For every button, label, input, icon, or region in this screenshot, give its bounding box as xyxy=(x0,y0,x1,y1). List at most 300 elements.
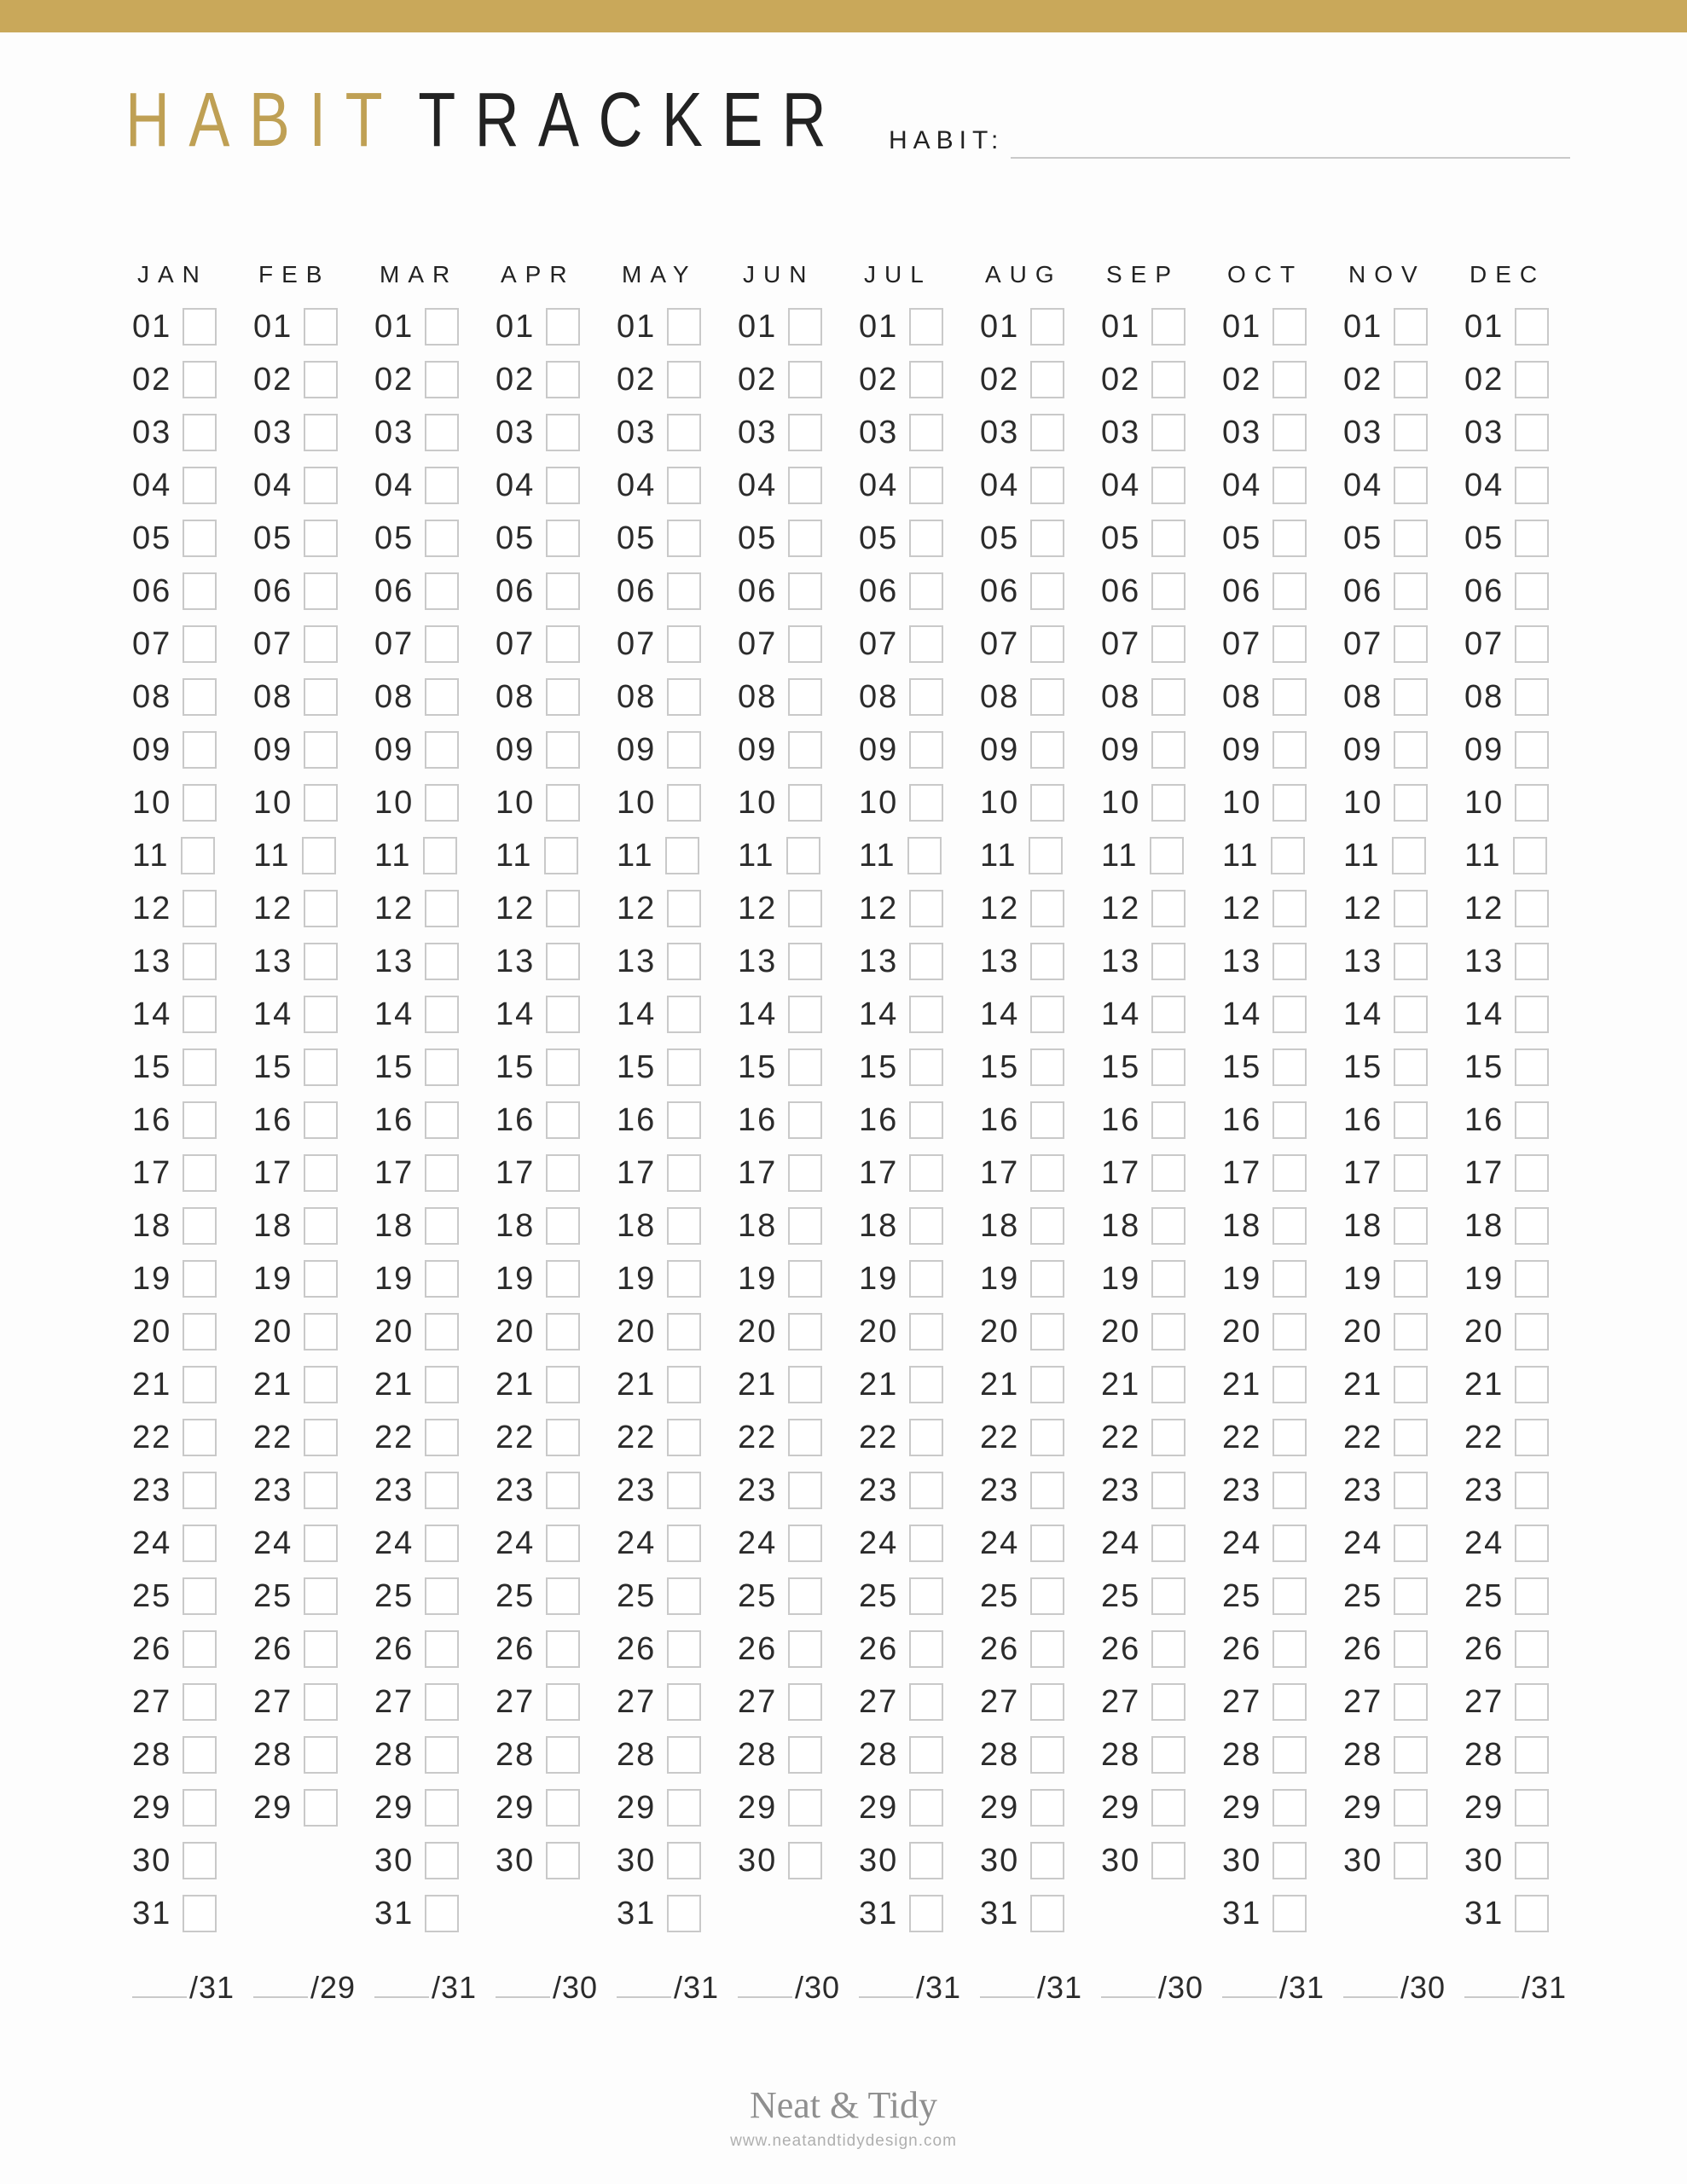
day-checkbox[interactable] xyxy=(425,1419,459,1456)
day-checkbox[interactable] xyxy=(667,784,701,822)
day-checkbox[interactable] xyxy=(1271,837,1305,874)
day-checkbox[interactable] xyxy=(304,1789,338,1827)
day-checkbox[interactable] xyxy=(788,1472,822,1509)
day-checkbox[interactable] xyxy=(1394,784,1428,822)
day-checkbox[interactable] xyxy=(183,414,217,451)
day-checkbox[interactable] xyxy=(546,1366,580,1403)
day-checkbox[interactable] xyxy=(1394,1842,1428,1879)
day-checkbox[interactable] xyxy=(1515,1154,1549,1192)
day-checkbox[interactable] xyxy=(1394,1736,1428,1774)
day-checkbox[interactable] xyxy=(1272,1260,1307,1298)
day-checkbox[interactable] xyxy=(1515,361,1549,398)
day-checkbox[interactable] xyxy=(1272,308,1307,346)
day-checkbox[interactable] xyxy=(304,1683,338,1721)
day-checkbox[interactable] xyxy=(1150,837,1184,874)
day-checkbox[interactable] xyxy=(909,943,943,980)
day-checkbox[interactable] xyxy=(546,1683,580,1721)
day-checkbox[interactable] xyxy=(183,678,217,716)
day-checkbox[interactable] xyxy=(1515,1419,1549,1456)
total-blank-line[interactable] xyxy=(374,1967,429,1998)
day-checkbox[interactable] xyxy=(183,572,217,610)
day-checkbox[interactable] xyxy=(183,1419,217,1456)
day-checkbox[interactable] xyxy=(304,1260,338,1298)
day-checkbox[interactable] xyxy=(1151,1313,1186,1350)
day-checkbox[interactable] xyxy=(1515,943,1549,980)
day-checkbox[interactable] xyxy=(304,784,338,822)
day-checkbox[interactable] xyxy=(909,1101,943,1139)
day-checkbox[interactable] xyxy=(667,1683,701,1721)
day-checkbox[interactable] xyxy=(1151,361,1186,398)
day-checkbox[interactable] xyxy=(1515,1683,1549,1721)
day-checkbox[interactable] xyxy=(788,1260,822,1298)
day-checkbox[interactable] xyxy=(1515,1048,1549,1086)
day-checkbox[interactable] xyxy=(546,996,580,1033)
day-checkbox[interactable] xyxy=(183,890,217,927)
day-checkbox[interactable] xyxy=(546,784,580,822)
day-checkbox[interactable] xyxy=(1030,361,1064,398)
day-checkbox[interactable] xyxy=(788,467,822,504)
day-checkbox[interactable] xyxy=(1030,943,1064,980)
day-checkbox[interactable] xyxy=(667,1313,701,1350)
day-checkbox[interactable] xyxy=(546,1736,580,1774)
day-checkbox[interactable] xyxy=(546,890,580,927)
day-checkbox[interactable] xyxy=(909,1366,943,1403)
day-checkbox[interactable] xyxy=(788,731,822,769)
day-checkbox[interactable] xyxy=(183,1842,217,1879)
day-checkbox[interactable] xyxy=(667,678,701,716)
day-checkbox[interactable] xyxy=(667,1154,701,1192)
day-checkbox[interactable] xyxy=(1030,1101,1064,1139)
day-checkbox[interactable] xyxy=(1392,837,1426,874)
day-checkbox[interactable] xyxy=(1030,1525,1064,1562)
day-checkbox[interactable] xyxy=(1151,1789,1186,1827)
total-blank-line[interactable] xyxy=(738,1967,792,1998)
day-checkbox[interactable] xyxy=(1515,308,1549,346)
day-checkbox[interactable] xyxy=(788,1842,822,1879)
day-checkbox[interactable] xyxy=(304,1366,338,1403)
day-checkbox[interactable] xyxy=(425,1525,459,1562)
day-checkbox[interactable] xyxy=(546,1207,580,1245)
total-blank-line[interactable] xyxy=(1343,1967,1398,1998)
day-checkbox[interactable] xyxy=(1030,731,1064,769)
day-checkbox[interactable] xyxy=(667,1207,701,1245)
day-checkbox[interactable] xyxy=(1272,731,1307,769)
day-checkbox[interactable] xyxy=(665,837,699,874)
day-checkbox[interactable] xyxy=(304,678,338,716)
day-checkbox[interactable] xyxy=(183,361,217,398)
day-checkbox[interactable] xyxy=(425,1577,459,1615)
day-checkbox[interactable] xyxy=(1030,1260,1064,1298)
day-checkbox[interactable] xyxy=(1515,890,1549,927)
day-checkbox[interactable] xyxy=(788,1101,822,1139)
day-checkbox[interactable] xyxy=(1394,1260,1428,1298)
day-checkbox[interactable] xyxy=(909,625,943,663)
day-checkbox[interactable] xyxy=(1030,625,1064,663)
day-checkbox[interactable] xyxy=(304,1048,338,1086)
day-checkbox[interactable] xyxy=(1151,1736,1186,1774)
day-checkbox[interactable] xyxy=(1272,1683,1307,1721)
day-checkbox[interactable] xyxy=(1151,1154,1186,1192)
day-checkbox[interactable] xyxy=(667,1260,701,1298)
day-checkbox[interactable] xyxy=(1272,361,1307,398)
day-checkbox[interactable] xyxy=(667,890,701,927)
day-checkbox[interactable] xyxy=(1394,414,1428,451)
day-checkbox[interactable] xyxy=(1151,943,1186,980)
day-checkbox[interactable] xyxy=(546,1101,580,1139)
total-blank-line[interactable] xyxy=(980,1967,1035,1998)
day-checkbox[interactable] xyxy=(909,1472,943,1509)
day-checkbox[interactable] xyxy=(1030,1842,1064,1879)
day-checkbox[interactable] xyxy=(1272,1313,1307,1350)
day-checkbox[interactable] xyxy=(1030,1736,1064,1774)
day-checkbox[interactable] xyxy=(667,1577,701,1615)
day-checkbox[interactable] xyxy=(1515,731,1549,769)
day-checkbox[interactable] xyxy=(1272,943,1307,980)
day-checkbox[interactable] xyxy=(909,784,943,822)
day-checkbox[interactable] xyxy=(1151,1525,1186,1562)
day-checkbox[interactable] xyxy=(788,996,822,1033)
day-checkbox[interactable] xyxy=(1151,890,1186,927)
day-checkbox[interactable] xyxy=(667,572,701,610)
day-checkbox[interactable] xyxy=(1394,1683,1428,1721)
day-checkbox[interactable] xyxy=(304,1525,338,1562)
day-checkbox[interactable] xyxy=(667,731,701,769)
day-checkbox[interactable] xyxy=(304,625,338,663)
day-checkbox[interactable] xyxy=(1394,943,1428,980)
total-blank-line[interactable] xyxy=(253,1967,308,1998)
day-checkbox[interactable] xyxy=(425,1366,459,1403)
day-checkbox[interactable] xyxy=(1272,1736,1307,1774)
day-checkbox[interactable] xyxy=(425,625,459,663)
day-checkbox[interactable] xyxy=(1394,1525,1428,1562)
day-checkbox[interactable] xyxy=(1151,520,1186,557)
day-checkbox[interactable] xyxy=(1394,1789,1428,1827)
total-blank-line[interactable] xyxy=(1222,1967,1277,1998)
day-checkbox[interactable] xyxy=(1272,1101,1307,1139)
day-checkbox[interactable] xyxy=(425,678,459,716)
day-checkbox[interactable] xyxy=(1030,520,1064,557)
total-blank-line[interactable] xyxy=(859,1967,913,1998)
day-checkbox[interactable] xyxy=(425,572,459,610)
day-checkbox[interactable] xyxy=(909,572,943,610)
day-checkbox[interactable] xyxy=(1151,467,1186,504)
day-checkbox[interactable] xyxy=(667,943,701,980)
day-checkbox[interactable] xyxy=(1151,1683,1186,1721)
day-checkbox[interactable] xyxy=(425,467,459,504)
day-checkbox[interactable] xyxy=(425,1101,459,1139)
day-checkbox[interactable] xyxy=(909,1313,943,1350)
day-checkbox[interactable] xyxy=(1394,890,1428,927)
day-checkbox[interactable] xyxy=(1151,572,1186,610)
day-checkbox[interactable] xyxy=(1272,1366,1307,1403)
day-checkbox[interactable] xyxy=(1394,361,1428,398)
day-checkbox[interactable] xyxy=(1394,1577,1428,1615)
day-checkbox[interactable] xyxy=(183,1577,217,1615)
day-checkbox[interactable] xyxy=(667,625,701,663)
day-checkbox[interactable] xyxy=(667,1472,701,1509)
day-checkbox[interactable] xyxy=(546,1525,580,1562)
day-checkbox[interactable] xyxy=(425,308,459,346)
day-checkbox[interactable] xyxy=(1151,1101,1186,1139)
day-checkbox[interactable] xyxy=(1394,996,1428,1033)
day-checkbox[interactable] xyxy=(1515,1366,1549,1403)
day-checkbox[interactable] xyxy=(1515,1842,1549,1879)
day-checkbox[interactable] xyxy=(1272,1789,1307,1827)
day-checkbox[interactable] xyxy=(1030,784,1064,822)
day-checkbox[interactable] xyxy=(183,1101,217,1139)
day-checkbox[interactable] xyxy=(1394,1207,1428,1245)
day-checkbox[interactable] xyxy=(546,1419,580,1456)
day-checkbox[interactable] xyxy=(183,1525,217,1562)
day-checkbox[interactable] xyxy=(1030,1366,1064,1403)
day-checkbox[interactable] xyxy=(1513,837,1547,874)
day-checkbox[interactable] xyxy=(1151,731,1186,769)
day-checkbox[interactable] xyxy=(909,1048,943,1086)
day-checkbox[interactable] xyxy=(1515,1207,1549,1245)
day-checkbox[interactable] xyxy=(1272,996,1307,1033)
day-checkbox[interactable] xyxy=(1030,890,1064,927)
day-checkbox[interactable] xyxy=(304,1419,338,1456)
day-checkbox[interactable] xyxy=(1272,1048,1307,1086)
day-checkbox[interactable] xyxy=(909,308,943,346)
total-blank-line[interactable] xyxy=(496,1967,550,1998)
day-checkbox[interactable] xyxy=(1394,1419,1428,1456)
day-checkbox[interactable] xyxy=(425,1736,459,1774)
total-blank-line[interactable] xyxy=(1101,1967,1156,1998)
day-checkbox[interactable] xyxy=(907,837,942,874)
day-checkbox[interactable] xyxy=(183,943,217,980)
day-checkbox[interactable] xyxy=(546,731,580,769)
day-checkbox[interactable] xyxy=(1515,1630,1549,1668)
day-checkbox[interactable] xyxy=(1272,520,1307,557)
day-checkbox[interactable] xyxy=(667,1525,701,1562)
day-checkbox[interactable] xyxy=(304,1101,338,1139)
day-checkbox[interactable] xyxy=(1151,1260,1186,1298)
day-checkbox[interactable] xyxy=(1394,572,1428,610)
day-checkbox[interactable] xyxy=(1515,1895,1549,1932)
day-checkbox[interactable] xyxy=(667,1736,701,1774)
day-checkbox[interactable] xyxy=(425,361,459,398)
day-checkbox[interactable] xyxy=(1394,678,1428,716)
day-checkbox[interactable] xyxy=(304,520,338,557)
day-checkbox[interactable] xyxy=(1030,1683,1064,1721)
day-checkbox[interactable] xyxy=(304,1577,338,1615)
day-checkbox[interactable] xyxy=(304,943,338,980)
day-checkbox[interactable] xyxy=(788,1683,822,1721)
day-checkbox[interactable] xyxy=(1515,678,1549,716)
day-checkbox[interactable] xyxy=(425,996,459,1033)
day-checkbox[interactable] xyxy=(183,1472,217,1509)
day-checkbox[interactable] xyxy=(304,308,338,346)
day-checkbox[interactable] xyxy=(546,361,580,398)
day-checkbox[interactable] xyxy=(788,414,822,451)
day-checkbox[interactable] xyxy=(183,1260,217,1298)
day-checkbox[interactable] xyxy=(1151,1630,1186,1668)
day-checkbox[interactable] xyxy=(909,1207,943,1245)
day-checkbox[interactable] xyxy=(1030,1577,1064,1615)
day-checkbox[interactable] xyxy=(546,520,580,557)
day-checkbox[interactable] xyxy=(1272,1419,1307,1456)
habit-input[interactable] xyxy=(1011,121,1570,159)
day-checkbox[interactable] xyxy=(788,1789,822,1827)
total-blank-line[interactable] xyxy=(617,1967,671,1998)
day-checkbox[interactable] xyxy=(788,1525,822,1562)
day-checkbox[interactable] xyxy=(667,1366,701,1403)
day-checkbox[interactable] xyxy=(304,1154,338,1192)
day-checkbox[interactable] xyxy=(546,1789,580,1827)
day-checkbox[interactable] xyxy=(909,414,943,451)
day-checkbox[interactable] xyxy=(1394,308,1428,346)
day-checkbox[interactable] xyxy=(909,1154,943,1192)
day-checkbox[interactable] xyxy=(1151,678,1186,716)
day-checkbox[interactable] xyxy=(304,1630,338,1668)
day-checkbox[interactable] xyxy=(183,1736,217,1774)
day-checkbox[interactable] xyxy=(544,837,578,874)
day-checkbox[interactable] xyxy=(546,1472,580,1509)
day-checkbox[interactable] xyxy=(425,1048,459,1086)
day-checkbox[interactable] xyxy=(183,308,217,346)
day-checkbox[interactable] xyxy=(304,890,338,927)
day-checkbox[interactable] xyxy=(1030,1789,1064,1827)
day-checkbox[interactable] xyxy=(1030,1895,1064,1932)
day-checkbox[interactable] xyxy=(1030,1154,1064,1192)
day-checkbox[interactable] xyxy=(1272,1207,1307,1245)
day-checkbox[interactable] xyxy=(425,1154,459,1192)
day-checkbox[interactable] xyxy=(667,467,701,504)
day-checkbox[interactable] xyxy=(546,678,580,716)
day-checkbox[interactable] xyxy=(909,361,943,398)
day-checkbox[interactable] xyxy=(909,1736,943,1774)
day-checkbox[interactable] xyxy=(304,361,338,398)
day-checkbox[interactable] xyxy=(1272,467,1307,504)
day-checkbox[interactable] xyxy=(1515,414,1549,451)
day-checkbox[interactable] xyxy=(909,1260,943,1298)
day-checkbox[interactable] xyxy=(788,572,822,610)
day-checkbox[interactable] xyxy=(183,1154,217,1192)
day-checkbox[interactable] xyxy=(425,890,459,927)
day-checkbox[interactable] xyxy=(1272,1577,1307,1615)
day-checkbox[interactable] xyxy=(546,1154,580,1192)
day-checkbox[interactable] xyxy=(667,1895,701,1932)
day-checkbox[interactable] xyxy=(546,308,580,346)
day-checkbox[interactable] xyxy=(183,1207,217,1245)
day-checkbox[interactable] xyxy=(183,1895,217,1932)
day-checkbox[interactable] xyxy=(1030,467,1064,504)
day-checkbox[interactable] xyxy=(667,1048,701,1086)
day-checkbox[interactable] xyxy=(1515,784,1549,822)
day-checkbox[interactable] xyxy=(1151,1419,1186,1456)
day-checkbox[interactable] xyxy=(1272,1895,1307,1932)
day-checkbox[interactable] xyxy=(1515,1260,1549,1298)
day-checkbox[interactable] xyxy=(1030,414,1064,451)
day-checkbox[interactable] xyxy=(425,1260,459,1298)
day-checkbox[interactable] xyxy=(788,1736,822,1774)
day-checkbox[interactable] xyxy=(183,625,217,663)
day-checkbox[interactable] xyxy=(909,1895,943,1932)
day-checkbox[interactable] xyxy=(1272,1154,1307,1192)
day-checkbox[interactable] xyxy=(183,520,217,557)
day-checkbox[interactable] xyxy=(1030,1419,1064,1456)
day-checkbox[interactable] xyxy=(909,996,943,1033)
day-checkbox[interactable] xyxy=(788,784,822,822)
day-checkbox[interactable] xyxy=(1151,308,1186,346)
day-checkbox[interactable] xyxy=(1394,1048,1428,1086)
day-checkbox[interactable] xyxy=(546,1842,580,1879)
day-checkbox[interactable] xyxy=(1151,1207,1186,1245)
day-checkbox[interactable] xyxy=(546,1260,580,1298)
day-checkbox[interactable] xyxy=(667,308,701,346)
day-checkbox[interactable] xyxy=(1030,1472,1064,1509)
day-checkbox[interactable] xyxy=(909,678,943,716)
day-checkbox[interactable] xyxy=(667,361,701,398)
day-checkbox[interactable] xyxy=(1394,731,1428,769)
day-checkbox[interactable] xyxy=(304,467,338,504)
day-checkbox[interactable] xyxy=(1272,1525,1307,1562)
day-checkbox[interactable] xyxy=(1515,996,1549,1033)
day-checkbox[interactable] xyxy=(1272,414,1307,451)
day-checkbox[interactable] xyxy=(546,1313,580,1350)
day-checkbox[interactable] xyxy=(1151,1577,1186,1615)
day-checkbox[interactable] xyxy=(1515,520,1549,557)
day-checkbox[interactable] xyxy=(425,520,459,557)
day-checkbox[interactable] xyxy=(909,1525,943,1562)
day-checkbox[interactable] xyxy=(546,414,580,451)
day-checkbox[interactable] xyxy=(909,1789,943,1827)
day-checkbox[interactable] xyxy=(183,467,217,504)
day-checkbox[interactable] xyxy=(909,1683,943,1721)
day-checkbox[interactable] xyxy=(788,361,822,398)
day-checkbox[interactable] xyxy=(1151,625,1186,663)
day-checkbox[interactable] xyxy=(1515,1736,1549,1774)
day-checkbox[interactable] xyxy=(1030,996,1064,1033)
day-checkbox[interactable] xyxy=(909,890,943,927)
day-checkbox[interactable] xyxy=(304,996,338,1033)
day-checkbox[interactable] xyxy=(1030,308,1064,346)
day-checkbox[interactable] xyxy=(304,414,338,451)
day-checkbox[interactable] xyxy=(1515,1577,1549,1615)
day-checkbox[interactable] xyxy=(1272,784,1307,822)
day-checkbox[interactable] xyxy=(1030,1630,1064,1668)
day-checkbox[interactable] xyxy=(425,414,459,451)
day-checkbox[interactable] xyxy=(667,1842,701,1879)
day-checkbox[interactable] xyxy=(788,890,822,927)
day-checkbox[interactable] xyxy=(1272,678,1307,716)
day-checkbox[interactable] xyxy=(788,1577,822,1615)
day-checkbox[interactable] xyxy=(909,1842,943,1879)
day-checkbox[interactable] xyxy=(304,1736,338,1774)
day-checkbox[interactable] xyxy=(425,1842,459,1879)
day-checkbox[interactable] xyxy=(1394,1313,1428,1350)
day-checkbox[interactable] xyxy=(909,520,943,557)
day-checkbox[interactable] xyxy=(425,1472,459,1509)
day-checkbox[interactable] xyxy=(1030,1207,1064,1245)
day-checkbox[interactable] xyxy=(183,1313,217,1350)
day-checkbox[interactable] xyxy=(181,837,215,874)
day-checkbox[interactable] xyxy=(304,731,338,769)
day-checkbox[interactable] xyxy=(1030,678,1064,716)
day-checkbox[interactable] xyxy=(1515,625,1549,663)
day-checkbox[interactable] xyxy=(1515,1472,1549,1509)
day-checkbox[interactable] xyxy=(1272,1842,1307,1879)
day-checkbox[interactable] xyxy=(304,1472,338,1509)
day-checkbox[interactable] xyxy=(546,943,580,980)
day-checkbox[interactable] xyxy=(909,467,943,504)
total-blank-line[interactable] xyxy=(132,1967,187,1998)
day-checkbox[interactable] xyxy=(1394,1366,1428,1403)
day-checkbox[interactable] xyxy=(1394,1472,1428,1509)
day-checkbox[interactable] xyxy=(788,1366,822,1403)
day-checkbox[interactable] xyxy=(1515,572,1549,610)
